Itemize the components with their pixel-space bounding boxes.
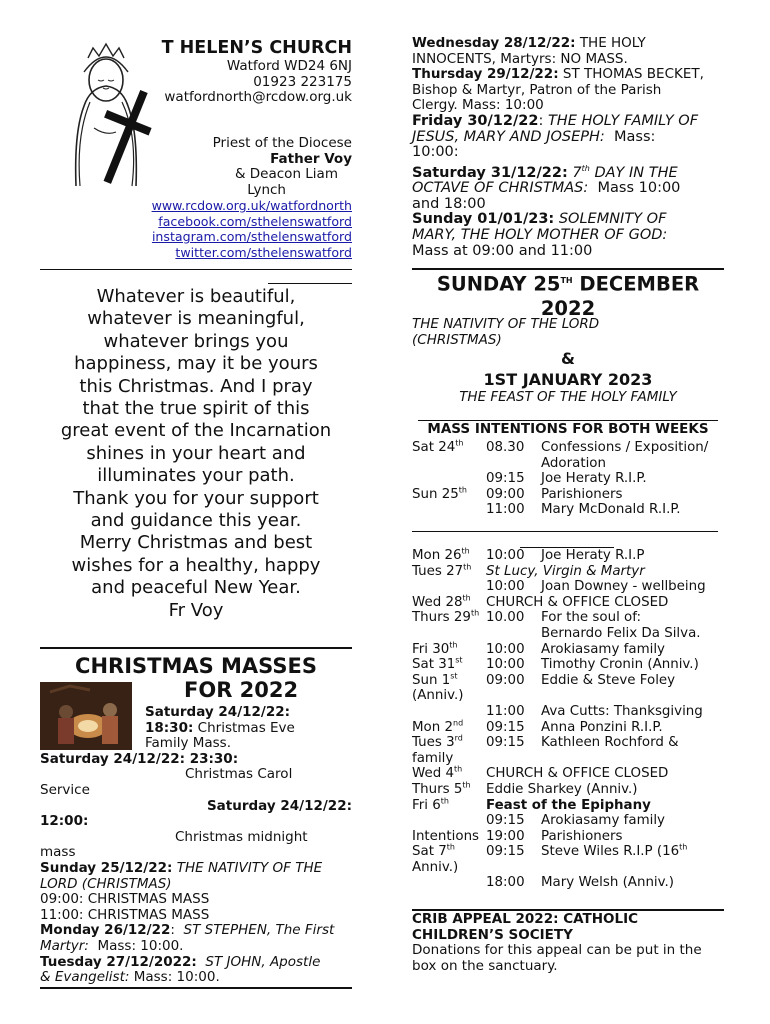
ordinal: rd <box>454 733 463 743</box>
crib-body: Donations for this appeal can be put in the box on the sanctuary. <box>412 942 702 974</box>
ampersand: & <box>561 349 575 368</box>
christmas-masses-list: Saturday 24/12/22: 18:30: Christmas Eve Family Mass. Saturday 24/12/22: 23:30: Christmas Carol Service Saturday 24/12/22: 12:00: Christmas midnight mass Sunday 25/12/22: THE NATIVITY OF THE LORD (CHRISTMAS) 09:00: CHRISTMAS MASS 11:00: CHRISTMAS MASS Monday 26/12/22: ST STEPHEN, The First Martyr: Mass: 10:00. Tuesday 27/12/2022: ST JOHN, Apostle & Evangelist: Mass: 10:00. <box>40 704 352 986</box>
header-divider <box>40 269 352 270</box>
feast-title: Martyr: <box>40 937 89 954</box>
message-line: shines in your heart and <box>86 442 306 464</box>
intention-text: Joan Downey - wellbeing <box>541 579 706 595</box>
mass-date: Friday 30/12/22 <box>412 112 539 129</box>
intention-time: 08.30 <box>486 440 525 455</box>
mass-desc: Mass: 10:00. <box>97 937 184 954</box>
mass-desc: Mass: <box>614 128 656 145</box>
address: Watford WD24 6NJ <box>226 58 352 74</box>
message-line: whatever is meaningful, <box>87 308 305 330</box>
week-divider <box>412 531 718 532</box>
feast-title: THE HOLY FAMILY OF <box>547 112 699 129</box>
intention-row <box>412 456 724 472</box>
message-line: this Christmas. And I pray <box>79 375 313 397</box>
intention-text: Mary Welsh (Anniv.) <box>541 875 675 891</box>
feast-title: ST JOHN, Apostle <box>205 953 321 970</box>
intention-text: Timothy Cronin (Anniv.) <box>541 657 699 673</box>
mass-date: Sunday 01/01/23: <box>412 211 555 228</box>
ordinal: th <box>679 842 688 852</box>
intention-row <box>412 875 724 891</box>
message-line: and peaceful New Year. <box>91 577 301 599</box>
sunday-title: SUNDAY 25TH DECEMBER 2022 <box>436 272 700 320</box>
website-link[interactable]: www.rcdow.org.uk/watfordnorth <box>151 198 352 213</box>
intention-text: Parishioners <box>541 828 623 844</box>
ordinal: th <box>453 764 463 774</box>
mass-desc: THE HOLY <box>579 35 646 51</box>
intention-day: Fri 6th <box>412 796 449 813</box>
intention-text: Mary McDonald R.I.P. <box>541 502 681 518</box>
mass-desc: INNOCENTS, Martyrs: NO MASS. <box>412 50 628 67</box>
mass-intentions-week1 <box>412 440 724 518</box>
intention-text: Anna Ponzini R.I.P. <box>541 719 663 735</box>
mass-date: Monday 26/12/22 <box>40 922 171 939</box>
deacon-line: & Deacon Liam <box>234 166 338 183</box>
intention-text: Steve Wiles R.I.P (16th <box>541 842 688 860</box>
intention-time: St Lucy, Virgin & Martyr <box>486 563 645 579</box>
mass-date: Saturday 24/12/22: <box>145 704 291 720</box>
mass-desc: Christmas Eve <box>197 719 295 736</box>
mass-date: Wednesday 28/12/22: <box>412 35 576 51</box>
intention-row <box>412 844 724 860</box>
mass-desc: Clergy. Mass: 10:00 <box>412 97 544 114</box>
feast-title: SOLEMNITY OF <box>558 211 667 228</box>
intention-day: Tues 3rd <box>412 733 463 751</box>
intention-row <box>412 626 724 642</box>
mass-desc: Service <box>40 781 90 798</box>
ordinal: th <box>455 438 464 448</box>
mass-date: Saturday 31/12/22: <box>412 164 568 181</box>
intention-day: Thurs 29th <box>412 608 480 626</box>
ordinal: th <box>463 562 472 572</box>
intention-row <box>412 829 724 845</box>
holy-family-feast: THE FEAST OF THE HOLY FAMILY <box>459 389 677 405</box>
intention-text: For the soul of: <box>541 610 641 626</box>
message-line: Thank you for your support <box>73 487 319 509</box>
feast-title: OCTAVE OF CHRISTMAS: <box>412 180 589 197</box>
nativity-subtitle: THE NATIVITY OF THE LORD (CHRISTMAS) <box>412 316 600 348</box>
intention-row <box>412 688 724 704</box>
mass-intentions-title: MASS INTENTIONS FOR BOTH WEEKS <box>427 421 709 437</box>
ordinal: th <box>449 640 458 650</box>
intention-time: 09:15 <box>486 813 525 829</box>
intention-row <box>412 673 724 689</box>
intention-time: 09:15 <box>486 844 525 860</box>
feast-title: THE NATIVITY OF THE <box>176 859 323 876</box>
mass-desc: Christmas midnight <box>175 828 308 845</box>
mass-date: Sunday 25/12/22: <box>40 859 173 876</box>
priest-label: Priest of the Diocese <box>212 135 352 151</box>
intention-day: Sat 31st <box>412 655 463 673</box>
message-line: illuminates your path. <box>97 465 295 487</box>
mass-desc: 10:00: <box>412 144 459 161</box>
intention-time: Eddie Sharkey (Anniv.) <box>486 781 638 797</box>
intention-time: 11:00 <box>486 502 525 518</box>
intention-row <box>412 548 724 564</box>
intention-time: 10:00 <box>486 579 525 595</box>
ordinal: th <box>470 608 480 618</box>
intention-row <box>412 610 724 626</box>
intention-row <box>412 735 724 751</box>
weekday-schedule: Wednesday 28/12/22: THE HOLY INNOCENTS, Martyrs: NO MASS. Thursday 29/12/22: ST THOMAS BECKET, Bishop & Martyr, Patron of the Parish Clergy. Mass: 10:00 Friday 30/12/22: THE HOLY FAMILY OF JESUS, MARY AND JOSEPH: Mass: 10:00: Saturday 31/12/22: 7th DAY IN THE OCTAVE OF CHRISTMAS: Mass 10:00 and 18:00 Sunday 01/01/23: SOLEMNITY OF MARY, THE HOLY MOTHER OF GOD: Mass at 09:00 and 11:00 <box>412 36 724 259</box>
intention-row <box>412 440 724 456</box>
short-divider <box>268 283 352 284</box>
intention-day: Intentions <box>412 828 480 844</box>
christmas-message <box>40 286 352 622</box>
feast-title: ST STEPHEN, The First <box>183 922 335 939</box>
facebook-link[interactable]: facebook.com/sthelenswatford <box>158 213 352 229</box>
mass-time: 18:30: <box>145 719 194 736</box>
crib-title: CRIB APPEAL 2022: CATHOLIC CHILDREN’S SOCIETY <box>412 911 639 943</box>
intention-row <box>412 502 724 518</box>
phone: 01923 223175 <box>253 73 352 90</box>
clergy-block <box>132 136 352 198</box>
intention-text: Ava Cutts: Thanksgiving <box>541 703 703 719</box>
message-line: Merry Christmas and best <box>79 532 313 554</box>
intention-time: 10:00 <box>486 548 525 563</box>
mass-desc: Mass 10:00 <box>597 180 681 197</box>
christmas-masses-section <box>40 647 352 989</box>
mass-desc: 09:00: CHRISTMAS MASS <box>40 891 210 908</box>
ordinal: th <box>440 796 449 806</box>
mass-date: Saturday 24/12/22: 23:30: <box>40 750 239 767</box>
intention-row <box>412 595 724 611</box>
intention-day: Wed 28th <box>412 593 471 610</box>
intention-row <box>412 860 724 876</box>
intention-day: (Anniv.) <box>412 688 464 704</box>
intention-time: Feast of the Epiphany <box>486 797 651 813</box>
intention-time: 10:00 <box>486 657 525 673</box>
ordinal: nd <box>453 718 464 728</box>
crib-appeal <box>412 909 724 974</box>
intention-time: 19:00 <box>486 828 525 844</box>
mass-desc: Bishop & Martyr, Patron of the Parish <box>412 81 662 98</box>
ordinal: th <box>461 546 470 556</box>
mass-date: Thursday 29/12/22: <box>412 66 559 83</box>
email[interactable]: watfordnorth@rcdow.org.uk <box>164 89 352 106</box>
intention-time: 10.00 <box>486 610 525 626</box>
mass-desc: and 18:00 <box>412 195 486 212</box>
intention-row <box>412 564 724 580</box>
mass-desc: Mass at 09:00 and 11:00 <box>412 242 593 259</box>
section-title: CHRISTMAS MASSES FOR 2022 <box>75 654 317 702</box>
mass-date: Tuesday 27/12/2022: <box>40 953 197 970</box>
feast-title: MARY, THE HOLY MOTHER OF GOD: <box>412 226 668 243</box>
deacon-surname: Lynch <box>247 181 286 198</box>
mass-desc: Family Mass. <box>145 735 232 752</box>
intention-day: Sun 1st <box>412 671 458 688</box>
ordinal: th <box>581 163 590 173</box>
intention-text: Eddie & Steve Foley <box>541 672 676 688</box>
message-signature: Fr Voy <box>168 599 224 621</box>
ordinal: st <box>455 655 463 665</box>
mass-desc: ST THOMAS BECKET, <box>562 66 704 83</box>
intention-day: Fri 30th <box>412 640 458 657</box>
mass-desc: Mass: 10:00. <box>133 969 220 986</box>
mass-date: Saturday 24/12/22: <box>206 797 352 814</box>
intention-text: Joe Heraty R.I.P <box>541 548 645 563</box>
mass-desc: mass <box>40 844 76 861</box>
intention-text: Adoration <box>541 455 606 471</box>
church-name: T HELEN’S CHURCH <box>161 38 352 58</box>
ordinal: th <box>462 780 471 790</box>
intention-day: Mon 2nd <box>412 718 464 735</box>
ordinal: TH <box>560 276 573 285</box>
intention-time: 09:15 <box>486 719 525 735</box>
parish-header <box>40 36 352 268</box>
intention-row <box>412 657 724 673</box>
intention-text: Arokiasamy family <box>541 641 665 657</box>
priest-name: Father Voy <box>270 150 352 167</box>
intention-day: Sat 24th <box>412 438 464 455</box>
message-line: wishes for a healthy, happy <box>71 554 321 576</box>
intention-time: 09:15 <box>486 735 525 751</box>
intention-day: Mon 26th <box>412 546 470 563</box>
intention-time: 09:00 <box>486 486 525 502</box>
message-line: whatever brings you <box>103 330 289 352</box>
intention-day: Sun 25th <box>412 485 467 502</box>
intention-time: 09:15 <box>486 471 525 487</box>
intention-row <box>412 813 724 829</box>
instagram-link[interactable]: instagram.com/sthelenswatford <box>151 229 352 245</box>
mass-time: 12:00: <box>40 813 89 830</box>
intention-day: Tues 27th <box>412 562 472 579</box>
feast-title: DAY IN THE <box>594 164 678 181</box>
intention-row <box>412 798 724 814</box>
intention-time: 10:00 <box>486 641 525 657</box>
intention-day: family <box>412 750 454 766</box>
intention-row <box>412 579 724 595</box>
intention-text: Parishioners <box>541 486 623 502</box>
web-links <box>152 198 352 260</box>
twitter-link[interactable]: twitter.com/sthelenswatford <box>175 244 352 260</box>
intention-row <box>412 487 724 503</box>
intention-text: Confessions / Exposition/ <box>541 440 709 455</box>
mass-desc: 11:00: CHRISTMAS MASS <box>40 906 210 923</box>
intention-text: Joe Heraty R.I.P. <box>541 471 647 487</box>
feast-title: JESUS, MARY AND JOSEPH: <box>412 128 605 145</box>
feast-title: & Evangelist: <box>40 969 130 986</box>
intention-time: CHURCH & OFFICE CLOSED <box>486 766 669 782</box>
message-line: that the true spirit of this <box>82 398 310 420</box>
intention-text: Bernardo Felix Da Silva. <box>541 625 701 641</box>
message-line: Whatever is beautiful, <box>96 286 296 307</box>
feast-title: LORD (CHRISTMAS) <box>40 875 172 892</box>
intention-text: Kathleen Rochford & <box>541 735 679 751</box>
intention-day: Wed 4th <box>412 764 463 782</box>
intention-text: Arokiasamy family <box>541 813 665 829</box>
message-line: and guidance this year. <box>90 510 302 532</box>
intention-day: Anniv.) <box>412 859 459 875</box>
ordinal: th <box>462 593 471 603</box>
intention-time: 18:00 <box>486 875 525 891</box>
january-title: 1ST JANUARY 2023 <box>483 370 653 389</box>
mass-intentions-week2 <box>412 548 724 891</box>
contact-block <box>164 59 352 106</box>
mass-desc: Christmas Carol <box>185 766 293 783</box>
intention-time: CHURCH & OFFICE CLOSED <box>486 594 669 610</box>
feast-title: 7 <box>572 164 582 181</box>
message-line: great event of the Incarnation <box>60 420 332 442</box>
intention-day: Sat 7th <box>412 842 455 860</box>
intention-row <box>412 782 724 798</box>
intention-row <box>412 766 724 782</box>
intention-time: 11:00 <box>486 703 525 719</box>
intention-day: Thurs 5th <box>412 780 471 797</box>
ordinal: st <box>450 671 458 681</box>
ordinal: th <box>458 485 467 495</box>
message-line: happiness, may it be yours <box>74 353 318 375</box>
intention-time: 09:00 <box>486 672 525 688</box>
ordinal: th <box>446 842 455 852</box>
